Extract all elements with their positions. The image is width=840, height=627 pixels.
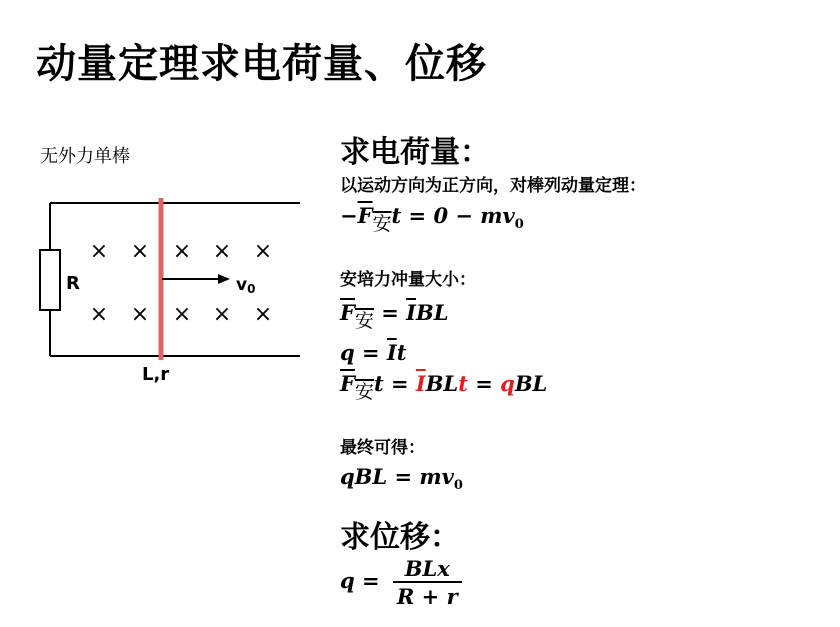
resistor-label: R <box>66 273 80 294</box>
field-mark: × <box>130 239 150 264</box>
displacement-equation: q = $\frac{\text{BLx}}{R + r}$ <box>340 558 462 607</box>
diagram-subtitle: 无外力单棒 <box>40 146 130 167</box>
velocity-arrow-head <box>218 274 230 284</box>
charge-intro: 以运动方向为正方向，对棒列动量定理： <box>340 176 646 196</box>
field-mark: × <box>212 239 232 264</box>
field-mark: × <box>212 302 232 327</box>
field-mark: × <box>89 239 109 264</box>
final-label: 最终可得： <box>340 438 425 458</box>
field-mark: × <box>89 302 109 327</box>
momentum-equation: −F安$t = 0 - mv_0$ <box>340 203 524 235</box>
final-equation: qBL = $mv_0$ <box>340 464 463 493</box>
ampere-force-equation: F安 = $\overline{I}BL$ <box>340 300 449 332</box>
velocity-label: v0 <box>236 275 256 296</box>
charge-heading: 求电荷量： <box>340 135 490 170</box>
field-mark: × <box>253 239 273 264</box>
page-title: 动量定理求电荷量、位移 <box>36 41 487 87</box>
rod-label: L,r <box>142 364 170 385</box>
field-mark: × <box>172 239 192 264</box>
charge-equation: $q = \overline{I}t$ <box>340 340 407 365</box>
impulse-label: 安培力冲量大小： <box>340 270 476 290</box>
displacement-heading: 求位移： <box>340 520 460 555</box>
field-mark: × <box>172 302 192 327</box>
field-mark: × <box>130 302 150 327</box>
impulse-equation: F安$t = \overline{I}BLt$ = qBL <box>340 371 548 403</box>
field-mark: × <box>253 302 273 327</box>
resistor <box>40 250 60 310</box>
